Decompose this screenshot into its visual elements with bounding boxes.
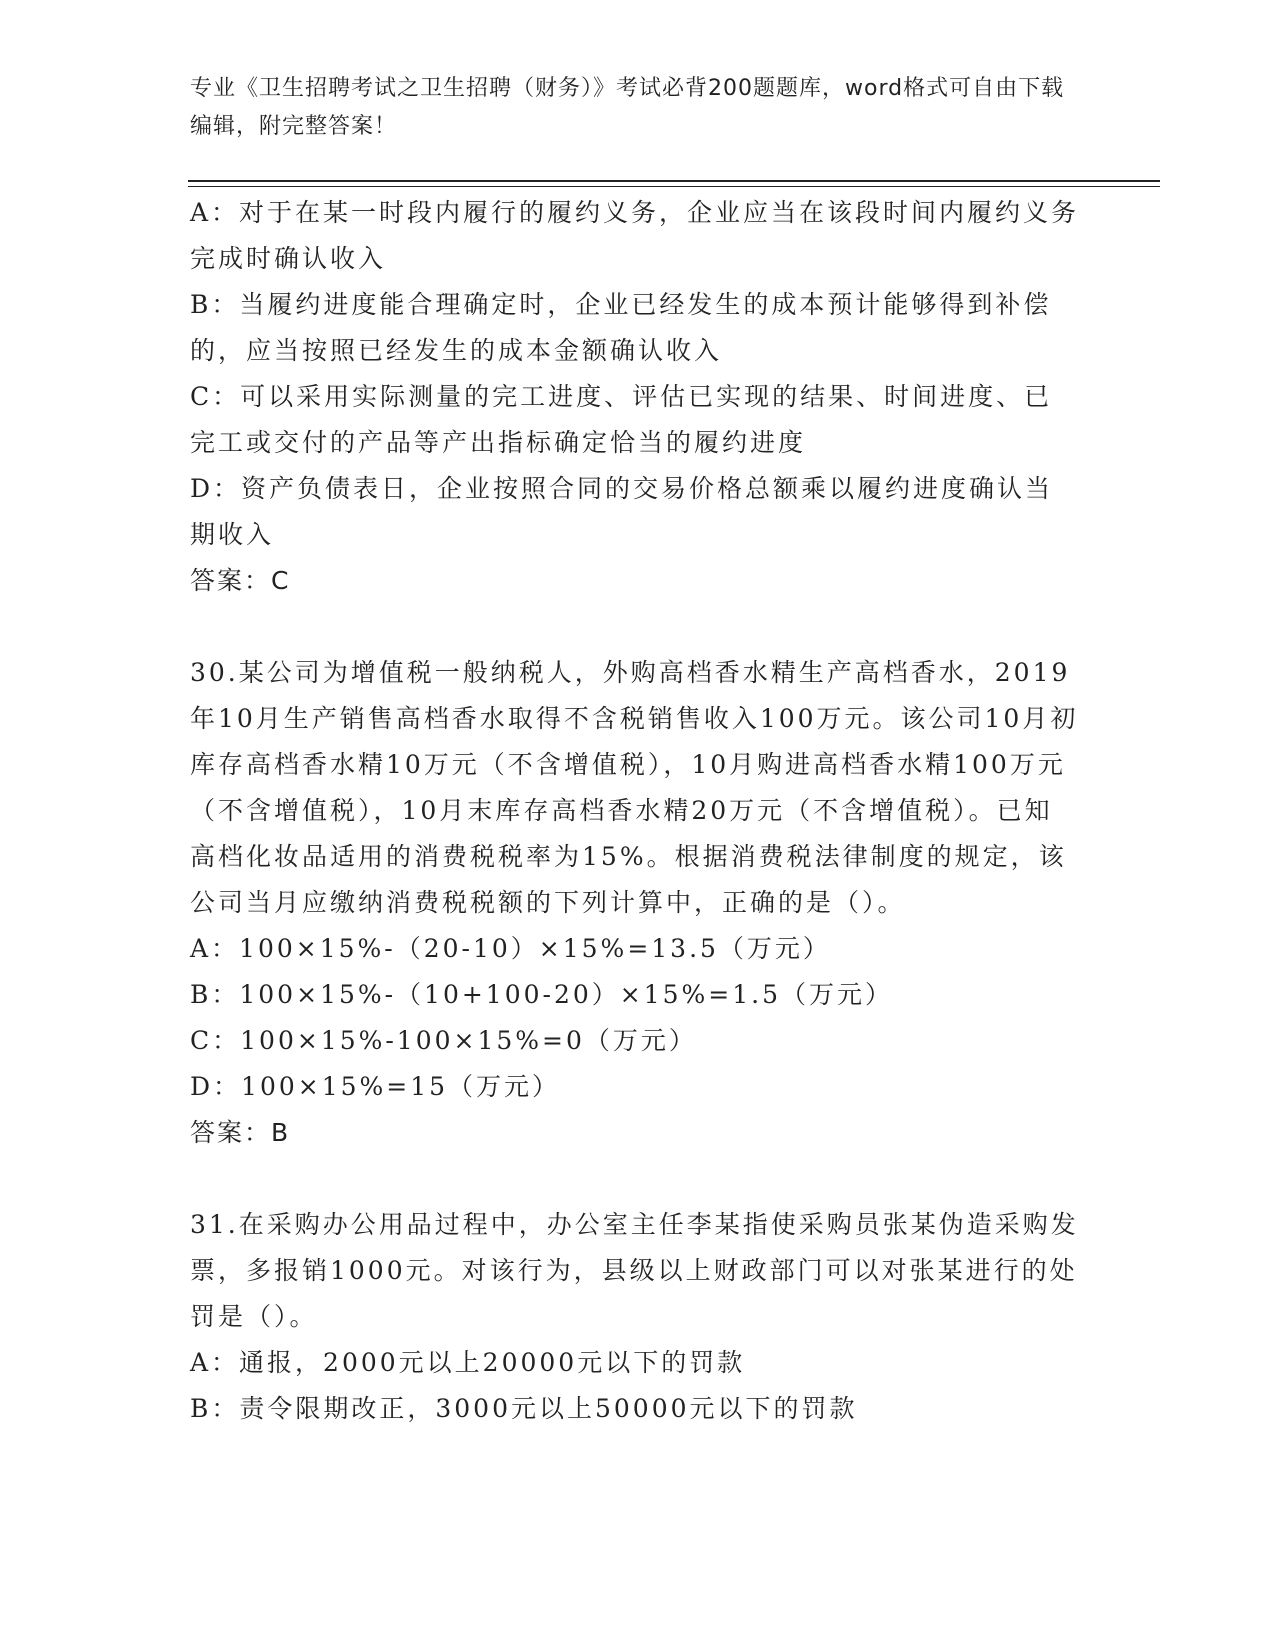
header-rule-thin <box>188 186 1160 187</box>
option-a: A：100×15%-（20-10）×15%=13.5（万元） <box>190 934 831 963</box>
option-a: A：通报，2000元以上20000元以下的罚款 <box>190 1348 746 1377</box>
option-a: A：对于在某一时段内履行的履约义务，企业应当在该段时间内履约义务完成时确认收入 <box>190 198 1080 273</box>
option-b: B：100×15%-（10+100-20）×15%=1.5（万元） <box>190 980 894 1009</box>
document-content <box>190 190 1080 1432</box>
option-d: D：100×15%=15（万元） <box>190 1072 561 1101</box>
question-30 <box>190 650 1080 1156</box>
page-header: 专业《卫生招聘考试之卫生招聘（财务）》考试必背200题题库，word格式可自由下载编辑，附完整答案！ <box>190 76 1065 139</box>
question-31 <box>190 1202 1080 1432</box>
answer-label: 答案：B <box>190 1118 291 1147</box>
answer-label: 答案：C <box>190 566 291 595</box>
option-b: B：责令限期改正，3000元以上50000元以下的罚款 <box>190 1394 858 1423</box>
question-stem: 31.在采购办公用品过程中，办公室主任李某指使采购员张某伪造采购发票，多报销1000元。对该行为，县级以上财政部门可以对张某进行的处罚是（）。 <box>190 1210 1079 1331</box>
question-29 <box>190 190 1080 604</box>
option-c: C：可以采用实际测量的完工进度、评估已实现的结果、时间进度、已完工或交付的产品等产出指标确定恰当的履约进度 <box>190 382 1053 457</box>
spacer <box>190 604 1080 650</box>
question-stem: 30.某公司为增值税一般纳税人，外购高档香水精生产高档香水，2019年10月生产销售高档香水取得不含税销售收入100万元。该公司10月初库存高档香水精10万元（不含增值税），10月购进高档香水精100万元（不含增值税），10月末库存高档香水精20万元（不含增值税）。已知高档化妆品适用的消费税税率为15%。根据消费税法律制度的规定，该公司当月应缴纳消费税税额的下列计算中，正确的是（）。 <box>190 658 1079 917</box>
option-d: D：资产负债表日，企业按照合同的交易价格总额乘以履约进度确认当期收入 <box>190 474 1054 549</box>
spacer <box>190 1156 1080 1202</box>
option-b: B：当履约进度能合理确定时，企业已经发生的成本预计能够得到补偿的，应当按照已经发生的成本金额确认收入 <box>190 290 1052 365</box>
option-c: C：100×15%-100×15%=0（万元） <box>190 1026 697 1055</box>
header-rule-thick <box>188 180 1160 182</box>
